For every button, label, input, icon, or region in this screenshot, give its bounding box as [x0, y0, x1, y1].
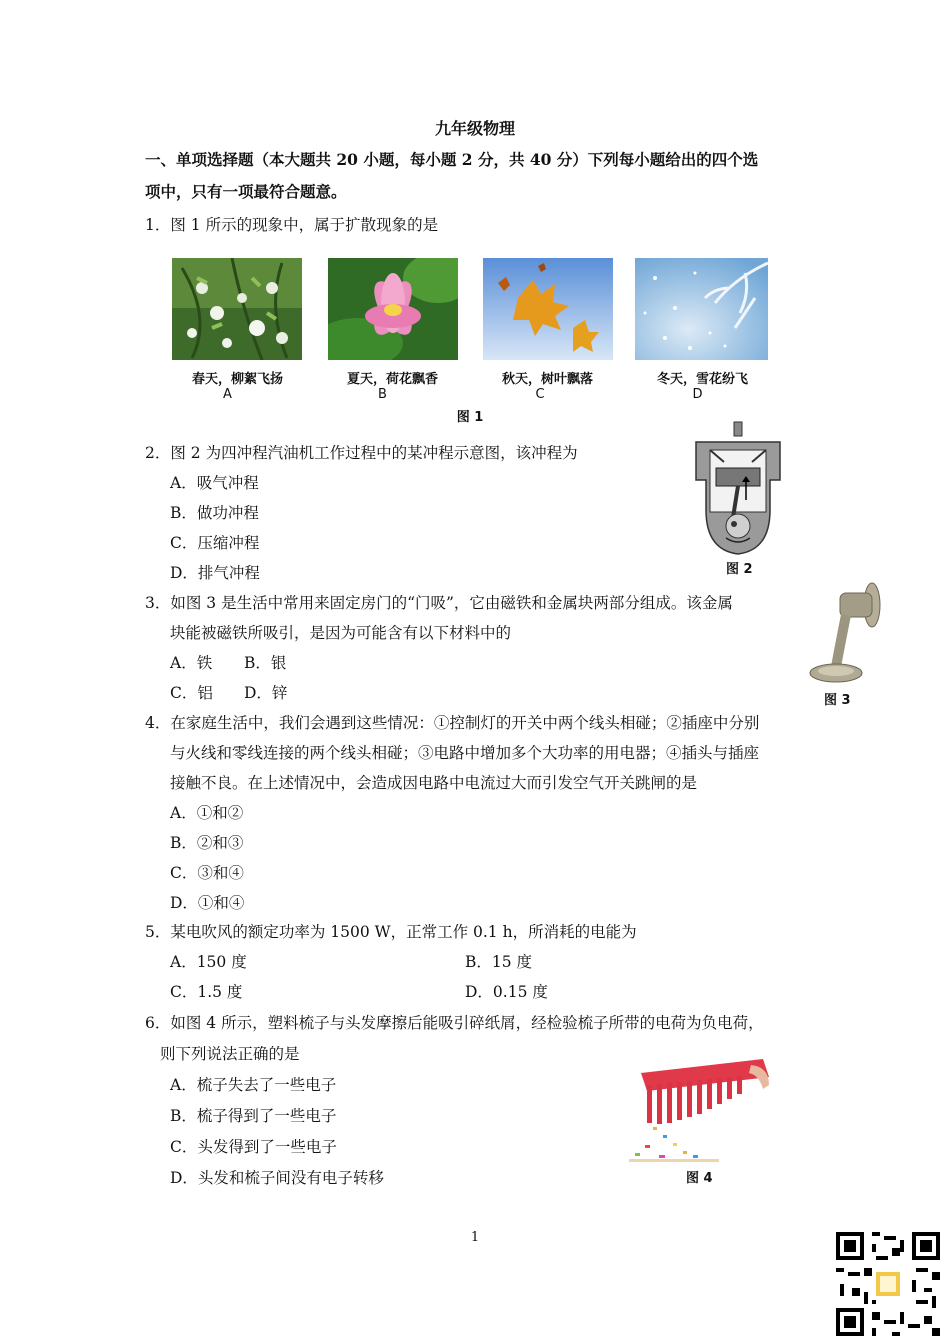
q3-option-c: C．铝	[170, 684, 213, 702]
comb-icon	[623, 1055, 771, 1163]
q4-stem-line1: 4．在家庭生活中，我们会遇到这些情况：①控制灯的开关中两个线头相碰；②插座中分别	[145, 714, 760, 732]
q1-image-a	[172, 258, 302, 360]
q3-option-d: D．锌	[244, 684, 288, 702]
q4-option-b: B．②和③	[170, 834, 244, 852]
falling-leaves-photo	[483, 258, 613, 360]
figure-3-label: 图 3	[824, 693, 851, 708]
q4-option-c: C．③和④	[170, 864, 244, 882]
engine-cylinder-icon	[688, 420, 788, 560]
q6-option-a: A．梳子失去了一些电子	[170, 1076, 337, 1094]
q1-image-c	[483, 258, 613, 360]
qr-code	[836, 1232, 940, 1336]
q6-stem-line1: 6．如图 4 所示，塑料梳子与头发摩擦后能吸引碎纸屑，经检验梳子所带的电荷为负电荷，	[145, 1014, 764, 1032]
page-number: 1	[470, 1230, 480, 1245]
q5-option-c: C．1.5 度	[170, 983, 243, 1001]
door-stop-icon	[806, 575, 882, 685]
q3-option-a: A．铁	[170, 654, 213, 672]
figure-2-label: 图 2	[726, 562, 753, 577]
q1-stem: 1．图 1 所示的现象中，属于扩散现象的是	[145, 216, 439, 234]
page-title: 九年级物理	[434, 119, 515, 138]
section-heading-line2: 项中，只有一项最符合题意。	[145, 182, 347, 201]
q6-option-b: B．梳子得到了一些电子	[170, 1107, 337, 1125]
q3-stem-line2: 块能被磁铁所吸引，是因为可能含有以下材料中的	[170, 624, 512, 642]
q5-stem: 5．某电吹风的额定功率为 1500 W，正常工作 0.1 h，所消耗的电能为	[145, 923, 637, 941]
q1-caption-c: 秋天，树叶飘落	[501, 372, 593, 387]
q4-stem-line2: 与火线和零线连接的两个线头相碰；③电路中增加多个大功率的用电器；④插头与插座	[170, 744, 760, 762]
q3-stem-line1: 3．如图 3 是生活中常用来固定房门的“门吸”，它由磁铁和金属块两部分组成。该金属	[145, 594, 733, 612]
q5-option-a: A．150 度	[170, 953, 247, 971]
comb-image	[623, 1055, 771, 1163]
q4-option-d: D．①和④	[170, 894, 245, 912]
door-stop-image	[806, 575, 882, 685]
lotus-flower-photo	[328, 258, 458, 360]
engine-diagram	[688, 420, 788, 560]
q5-option-d: D．0.15 度	[465, 983, 548, 1001]
figure-4-label: 图 4	[686, 1171, 713, 1186]
q5-option-b: B．15 度	[465, 953, 533, 971]
q1-caption-d: 冬天，雪花纷飞	[656, 372, 748, 387]
snowflakes-photo	[635, 258, 768, 360]
q1-image-d	[635, 258, 768, 360]
q1-letter-b: B	[378, 387, 387, 402]
q1-letter-a: A	[223, 387, 232, 402]
q2-option-c: C．压缩冲程	[170, 534, 260, 552]
willow-catkin-photo	[172, 258, 302, 360]
q3-option-b: B．银	[244, 654, 287, 672]
q2-option-d: D．排气冲程	[170, 564, 260, 582]
q6-stem-line2: 则下列说法正确的是	[160, 1045, 300, 1063]
q1-letter-d: D	[692, 387, 703, 402]
section-heading-line1: 一、单项选择题（本大题共 20 小题，每小题 2 分，共 40 分）下列每小题给出的四个选	[145, 150, 759, 169]
q2-option-b: B．做功冲程	[170, 504, 259, 522]
q1-image-b	[328, 258, 458, 360]
qr-code-icon	[836, 1232, 940, 1336]
q6-option-c: C．头发得到了一些电子	[170, 1138, 337, 1156]
q1-letter-c: C	[535, 387, 545, 402]
q6-option-d: D．头发和梳子间没有电子转移	[170, 1169, 384, 1187]
q1-caption-a: 春天，柳絮飞扬	[191, 372, 283, 387]
q2-stem: 2．图 2 为四冲程汽油机工作过程中的某冲程示意图，该冲程为	[145, 444, 578, 462]
q4-stem-line3: 接触不良。在上述情况中，会造成因电路中电流过大而引发空气开关跳闸的是	[170, 774, 698, 792]
q4-option-a: A．①和②	[170, 804, 244, 822]
figure-1-label: 图 1	[456, 410, 484, 425]
q1-caption-b: 夏天，荷花飘香	[346, 372, 438, 387]
q2-option-a: A．吸气冲程	[170, 474, 259, 492]
